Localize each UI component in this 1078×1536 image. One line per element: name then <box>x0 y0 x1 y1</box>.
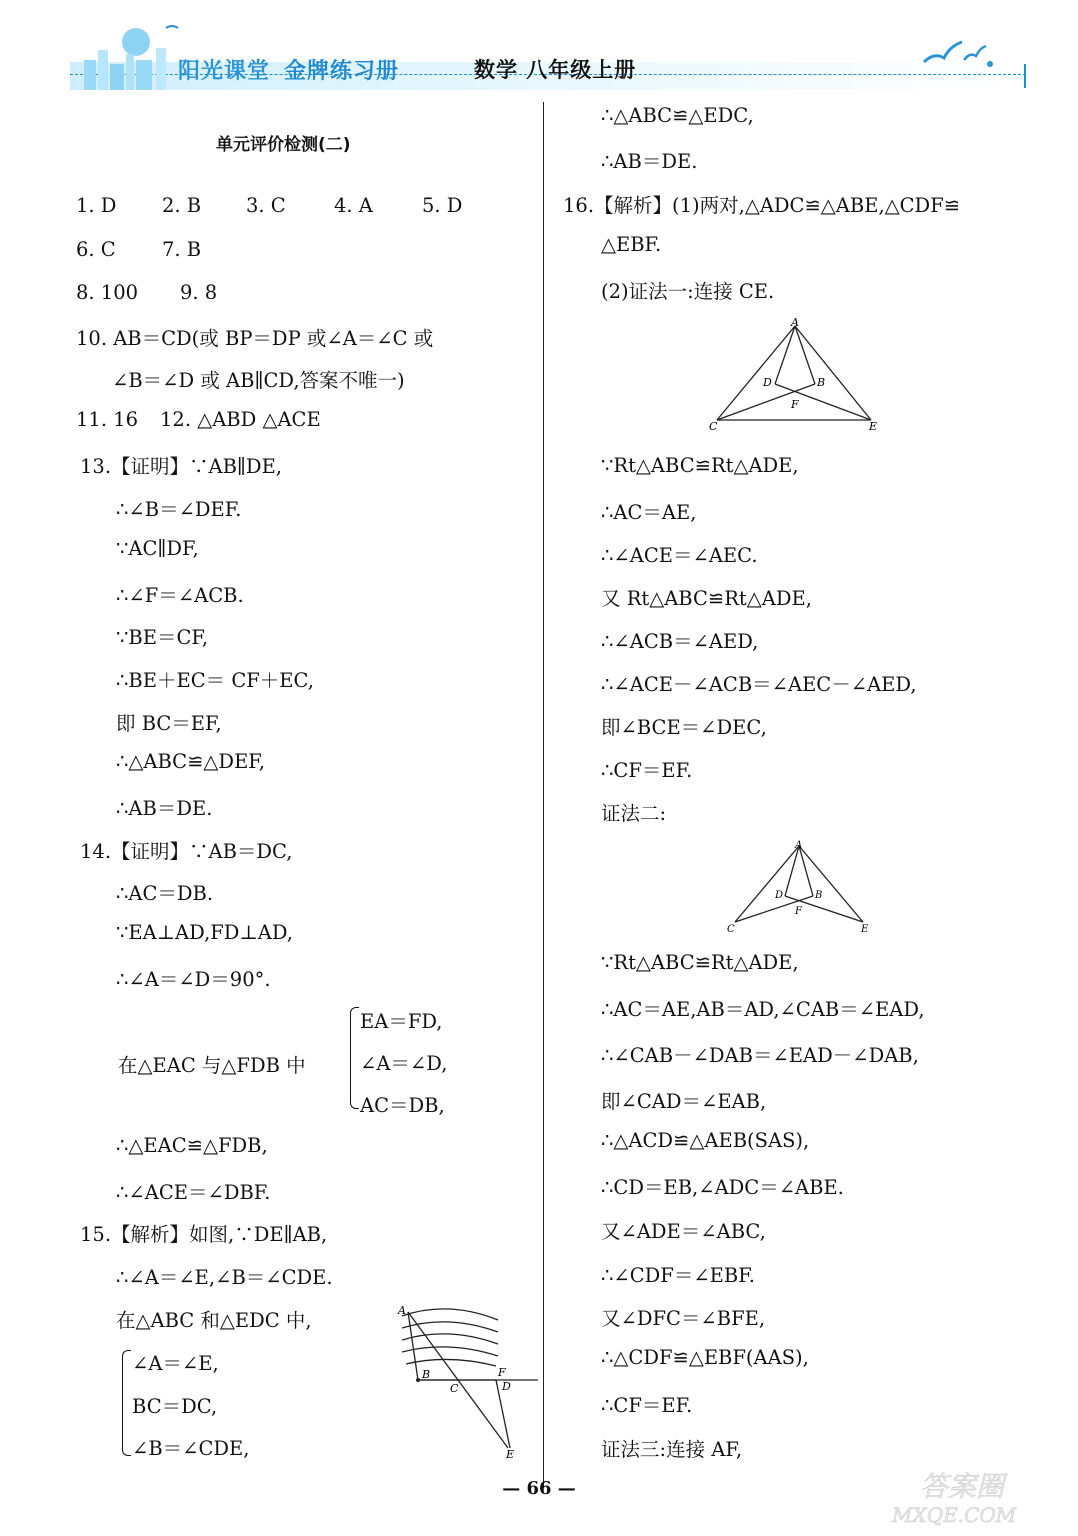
q15-figure <box>388 1300 540 1458</box>
proof2-line: ∴∠CDF＝∠EBF. <box>601 1264 755 1287</box>
proof1-line: ∴∠ACE－∠ACB＝∠AEC－∠AED, <box>601 673 917 696</box>
q14-brace-item: EA＝FD, <box>360 1010 443 1033</box>
section-title: 单元评价检测(二) <box>216 135 351 155</box>
proof2-intro: 证法二: <box>601 802 667 825</box>
q14-conclusion: ∴∠ACE＝∠DBF. <box>116 1181 271 1204</box>
proof3-intro: 证法三:连接 AF, <box>601 1438 743 1461</box>
answer-10-line1: 10. AB＝CD(或 BP＝DP 或∠A＝∠C 或 <box>76 327 434 350</box>
q15-brace-item: BC＝DC, <box>132 1395 218 1418</box>
fig1-label: C <box>709 420 718 432</box>
proof2-line: ∴CF＝EF. <box>601 1394 693 1417</box>
proof1-line: 又 Rt△ABC≌Rt△ADE, <box>601 587 812 610</box>
brand-name: 阳光课堂 <box>178 59 271 84</box>
fig2-label: B <box>815 890 823 901</box>
fig1-label: D <box>763 376 772 389</box>
q13-line: ∴∠B＝∠DEF. <box>116 498 242 521</box>
fig15-label: C <box>450 1382 459 1395</box>
q14-brace-item: ∠A＝∠D, <box>360 1052 448 1075</box>
proof1-line: ∴CF＝EF. <box>601 759 693 782</box>
q14-brace <box>350 1007 359 1109</box>
proof2-line: 又∠DFC＝∠BFE, <box>601 1307 766 1330</box>
answer-10-line2: ∠B＝∠D 或 AB∥CD,答案不唯一) <box>112 369 405 392</box>
q14-conclusion: ∴△EAC≌△FDB, <box>116 1134 268 1157</box>
page-number: — 66 — <box>502 1478 576 1499</box>
proof1-line: ∴∠ACE＝∠AEC. <box>601 544 758 567</box>
q13-line: ∴∠F＝∠ACB. <box>116 584 244 607</box>
watermark-url: MXQE.COM <box>892 1503 1017 1527</box>
proof2-line: ∴△CDF≌△EBF(AAS), <box>601 1346 809 1369</box>
q14-line: ∴∠A＝∠D＝90°. <box>116 968 271 991</box>
q16-line2: △EBF. <box>601 233 662 256</box>
q15-continued: ∴△ABC≌△EDC, <box>601 104 754 127</box>
fig2-label: A <box>795 840 803 851</box>
q15-continued: ∴AB＝DE. <box>601 150 698 173</box>
fig15-label: A <box>398 1304 406 1317</box>
fig15-label: D <box>502 1380 511 1393</box>
proof1-line: ∵Rt△ABC≌Rt△ADE, <box>601 454 799 477</box>
answer-11: 11. 16 <box>76 408 139 431</box>
q15-line: 在△ABC 和△EDC 中, <box>116 1309 312 1332</box>
fig15-label: B <box>422 1368 431 1381</box>
fig1-label: E <box>869 420 878 432</box>
proof2-line: ∵Rt△ABC≌Rt△ADE, <box>601 951 799 974</box>
answer-9: 9. 8 <box>180 281 218 304</box>
q15-line: ∴∠A＝∠E,∠B＝∠CDE. <box>116 1266 333 1289</box>
answer-7: 7. B <box>162 238 202 261</box>
q15-line: 15.【解析】如图,∵DE∥AB, <box>80 1223 328 1246</box>
answer-5: 5. D <box>422 194 463 217</box>
answer-2: 2. B <box>162 194 202 217</box>
watermark <box>880 1462 1060 1528</box>
proof1-line: ∴AC＝AE, <box>601 501 697 524</box>
fig1-label: F <box>791 398 799 411</box>
fig15-label: F <box>498 1366 506 1379</box>
q16-figure-2 <box>725 838 875 938</box>
q15-brace-item: ∠B＝∠CDE, <box>132 1437 250 1460</box>
q13-line: ∵AC∥DF, <box>116 537 199 560</box>
fig1-label: B <box>817 376 826 389</box>
answer-3: 3. C <box>246 194 286 217</box>
q13-line: ∴△ABC≌△DEF, <box>116 750 265 773</box>
fig2-label: C <box>727 924 735 935</box>
q14-line: ∵EA⊥AD,FD⊥AD, <box>116 921 294 944</box>
fig2-label: D <box>775 890 784 901</box>
q14-line: ∴AC＝DB. <box>116 882 214 905</box>
q16-figure-1 <box>705 316 885 432</box>
fig1-label: A <box>791 316 799 329</box>
proof1-line: 即∠BCE＝∠DEC, <box>601 716 767 739</box>
answer-4: 4. A <box>334 194 373 217</box>
fig2-label: E <box>861 924 869 935</box>
q16-line1: 16.【解析】(1)两对,△ADC≌△ABE,△CDF≌ <box>563 194 961 217</box>
q15-brace-item: ∠A＝∠E, <box>132 1352 219 1375</box>
fig2-label: F <box>795 906 802 917</box>
proof2-line: ∴AC＝AE,AB＝AD,∠CAB＝∠EAD, <box>601 998 925 1021</box>
proof1-line: ∴∠ACB＝∠AED, <box>601 630 759 653</box>
q13-line: ∵BE＝CF, <box>116 626 209 649</box>
q14-line: 14.【证明】∵AB＝DC, <box>80 840 293 863</box>
q13-line: 13.【证明】∵AB∥DE, <box>80 455 282 478</box>
answer-12: 12. △ABD △ACE <box>160 408 321 431</box>
subject-title: 数学 八年级上册 <box>474 58 637 82</box>
q13-line: ∴AB＝DE. <box>116 797 213 820</box>
proof2-line: 又∠ADE＝∠ABC, <box>601 1220 766 1243</box>
watermark-text: 答案圈 <box>920 1470 1005 1503</box>
answer-6: 6. C <box>76 238 116 261</box>
fig15-label: E <box>506 1448 515 1458</box>
q13-line: 即 BC＝EF, <box>116 712 222 735</box>
answer-1: 1. D <box>76 194 117 217</box>
right-column <box>545 0 1078 1480</box>
q15-brace <box>122 1350 131 1456</box>
left-column <box>0 0 540 1480</box>
proof2-line: ∴CD＝EB,∠ADC＝∠ABE. <box>601 1176 844 1199</box>
proof2-line: 即∠CAD＝∠EAB, <box>601 1090 767 1113</box>
brand-subtitle: 金牌练习册 <box>284 59 400 84</box>
proof2-line: ∴△ACD≌△AEB(SAS), <box>601 1129 810 1152</box>
q13-line: ∴BE＋EC＝ CF＋EC, <box>116 669 314 692</box>
q14-brace-prefix: 在△EAC 与△FDB 中 <box>118 1054 306 1077</box>
q14-brace-item: AC＝DB, <box>360 1094 445 1117</box>
proof1-intro: (2)证法一:连接 CE. <box>601 280 775 303</box>
column-divider <box>543 102 544 1487</box>
answer-8: 8. 100 <box>76 281 139 304</box>
proof2-line: ∴∠CAB－∠DAB＝∠EAD－∠DAB, <box>601 1044 919 1067</box>
